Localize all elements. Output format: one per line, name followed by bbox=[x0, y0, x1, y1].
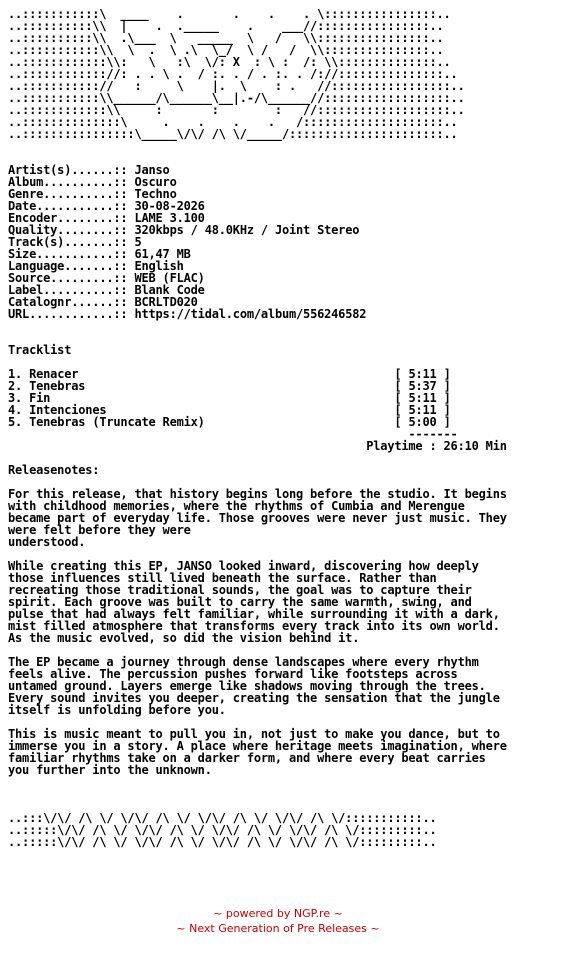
releasenotes-line: familiar rhythms take on a darker form, and where every beat carries bbox=[8, 751, 486, 765]
track-title: Fin bbox=[29, 391, 51, 405]
info-key: Size...........:: bbox=[8, 247, 128, 261]
info-value: Techno bbox=[134, 187, 177, 201]
releasenotes-line: understood. bbox=[8, 535, 86, 549]
info-key: Encoder........:: bbox=[8, 211, 128, 225]
footer-ascii-art-line: ..:::::\/\/ /\ \/ \/\/ /\ \/ \/\/ /\ \/ \/\/ /\ \/:::::::::.. bbox=[8, 823, 437, 837]
info-value: 320kbps / 48.0KHz / Joint Stereo bbox=[134, 223, 360, 237]
footer-ascii-art-line: ..:::\/\/ /\ \/ \/\/ /\ \/ \/\/ /\ \/ \/\/ /\ \/:::::::::::.. bbox=[8, 811, 437, 825]
header-ascii-art-line: ..::::::::::\\ | . ._____ . ___//::::::::::::::::.. bbox=[8, 19, 444, 33]
releasenotes-line: were felt before they were bbox=[8, 523, 191, 537]
track-title: Renacer bbox=[29, 367, 79, 381]
track-number: 1. bbox=[8, 367, 23, 381]
track-duration: [ 5:00 ] bbox=[394, 415, 451, 429]
header-ascii-art-line: ..::::::::::::::::\_____\/\/ /\ \/_____/::::::::::::::::::::::.. bbox=[8, 127, 458, 141]
header-ascii-art-line: ..:::::::::::://: . . \ . / :. . / . :. . /://:::::::::::::::.. bbox=[8, 67, 458, 81]
info-key: Quality........:: bbox=[8, 223, 128, 237]
header-ascii-art-line: ..:::::::::::// : \ |. \ : . //:::::::::::::::::.. bbox=[8, 79, 465, 93]
track-duration: [ 5:11 ] bbox=[394, 403, 451, 417]
info-value: 61,47 MB bbox=[134, 247, 191, 261]
info-key: Date...........:: bbox=[8, 199, 128, 213]
info-key: Language.......:: bbox=[8, 259, 128, 273]
tracklist-title: Tracklist bbox=[8, 343, 72, 357]
releasenotes-line: The EP became a journey through dense landscapes where every rhythm bbox=[8, 655, 479, 669]
footer-ascii-art-line: ..:::::\/\/ /\ \/ \/\/ /\ \/ \/\/ /\ \/ \/\/ /\ \/:::::::::.. bbox=[8, 835, 437, 849]
info-value: 5 bbox=[134, 235, 142, 249]
header-ascii-art-line: ..::::::::::::\\ : : : //:::::::::::::::::::.. bbox=[8, 103, 465, 117]
releasenotes-line: itself is unfolding before you. bbox=[8, 703, 226, 717]
releasenotes-line: While creating this EP, JANSO looked inward, discovering how deeply bbox=[8, 559, 479, 573]
info-value: WEB (FLAC) bbox=[134, 271, 205, 285]
releasenotes-line: untamed ground. Layers emerge like shadows moving through the trees. bbox=[8, 679, 486, 693]
info-row bbox=[8, 307, 366, 321]
info-key: Track(s).......:: bbox=[8, 235, 128, 249]
header-ascii-art-line: ..::::::::::::::\ . . . . /::::::::::::::::::::.. bbox=[8, 115, 458, 129]
track-number: 5. bbox=[8, 415, 23, 429]
info-value: LAME 3.100 bbox=[134, 211, 205, 225]
releasenotes-title: Releasenotes: bbox=[8, 463, 100, 477]
info-key: URL............:: bbox=[8, 307, 128, 321]
header-ascii-art-line: ..:::::::::::\ ____ . . . . \::::::::::::::::.. bbox=[8, 7, 451, 21]
releasenotes-line: pulse that had always felt familiar, while surrounding it with a dark, bbox=[8, 607, 500, 621]
nfo-text bbox=[8, 8, 507, 848]
track-number: 2. bbox=[8, 379, 23, 393]
info-key: Artist(s)......:: bbox=[8, 163, 128, 177]
track-title: Tenebras (Truncate Remix) bbox=[29, 415, 205, 429]
info-value: Blank Code bbox=[134, 283, 205, 297]
header-ascii-art-line: ..:::::::::::\\______/\______\__|.-/\______//::::::::::::::::::.. bbox=[8, 91, 465, 105]
releasenotes-line: those influences still lived beneath the surface. Rather than bbox=[8, 571, 437, 585]
releasenotes-line: you further into the unknown. bbox=[8, 763, 212, 777]
header-ascii-art-line: ..::::::::::::\\: \ :\ \/: X : \ : /: \\::::::::::::::.. bbox=[8, 55, 451, 69]
info-key: Source.........:: bbox=[8, 271, 128, 285]
releasenotes-line: For this release, that history begins long before the studio. It begins bbox=[8, 487, 507, 501]
releasenotes-line: This is music meant to pull you in, not just to make you dance, but to bbox=[8, 727, 500, 741]
info-key: Catalognr......:: bbox=[8, 295, 128, 309]
releasenotes-line: with childhood memories, where the rhythms of Cumbia and Merengue bbox=[8, 499, 465, 513]
releasenotes-line: mist filled atmosphere that transforms every track into its own world. bbox=[8, 619, 500, 633]
info-key: Album..........:: bbox=[8, 175, 128, 189]
playtime-rule: ------- bbox=[8, 427, 458, 441]
header-ascii-art-line: ..::::::::::\\ .\___ \ _____ \ / \\::::::::::::::::.. bbox=[8, 31, 444, 45]
header-ascii-art-line: ..:::::::::::\\ \ . \ .\ \_/ \ / / \\:::::::::::::::.. bbox=[8, 43, 444, 57]
track-title: Tenebras bbox=[29, 379, 86, 393]
tagline-footer: ~ Next Generation of Pre Releases ~ bbox=[176, 922, 380, 935]
info-key: Label..........:: bbox=[8, 283, 128, 297]
info-value: Oscuro bbox=[134, 175, 177, 189]
releasenotes-line: became part of everyday life. Those grooves were never just music. They bbox=[8, 511, 507, 525]
releasenotes-line: immerse you in a story. A place where heritage meets imagination, where bbox=[8, 739, 507, 753]
info-value: 30-08-2026 bbox=[134, 199, 205, 213]
releasenotes-line: feels alive. The percussion pushes forward like footsteps across bbox=[8, 667, 458, 681]
track-number: 4. bbox=[8, 403, 23, 417]
powered-by-footer: ~ powered by NGP.re ~ bbox=[213, 907, 343, 920]
releasenotes-line: Every sound invites you deeper, creating the sensation that the jungle bbox=[8, 691, 500, 705]
track-duration: [ 5:37 ] bbox=[394, 379, 451, 393]
track-duration: [ 5:11 ] bbox=[394, 391, 451, 405]
releasenotes-line: spirit. Each groove was built to carry the same warmth, swing, and bbox=[8, 595, 472, 609]
info-value: BCRLTD020 bbox=[134, 295, 198, 309]
releasenotes-line: recreating those traditional sounds, the goal was to capture their bbox=[8, 583, 472, 597]
track-title: Intenciones bbox=[29, 403, 107, 417]
info-value: https://tidal.com/album/556246582 bbox=[134, 307, 367, 321]
track-number: 3. bbox=[8, 391, 23, 405]
track-duration: [ 5:11 ] bbox=[394, 367, 451, 381]
info-key: Genre..........:: bbox=[8, 187, 128, 201]
playtime-total: Playtime : 26:10 Min bbox=[8, 439, 507, 453]
info-value: Janso bbox=[134, 163, 170, 177]
info-value: English bbox=[134, 259, 184, 273]
releasenotes-line: As the music evolved, so did the vision behind it. bbox=[8, 631, 360, 645]
